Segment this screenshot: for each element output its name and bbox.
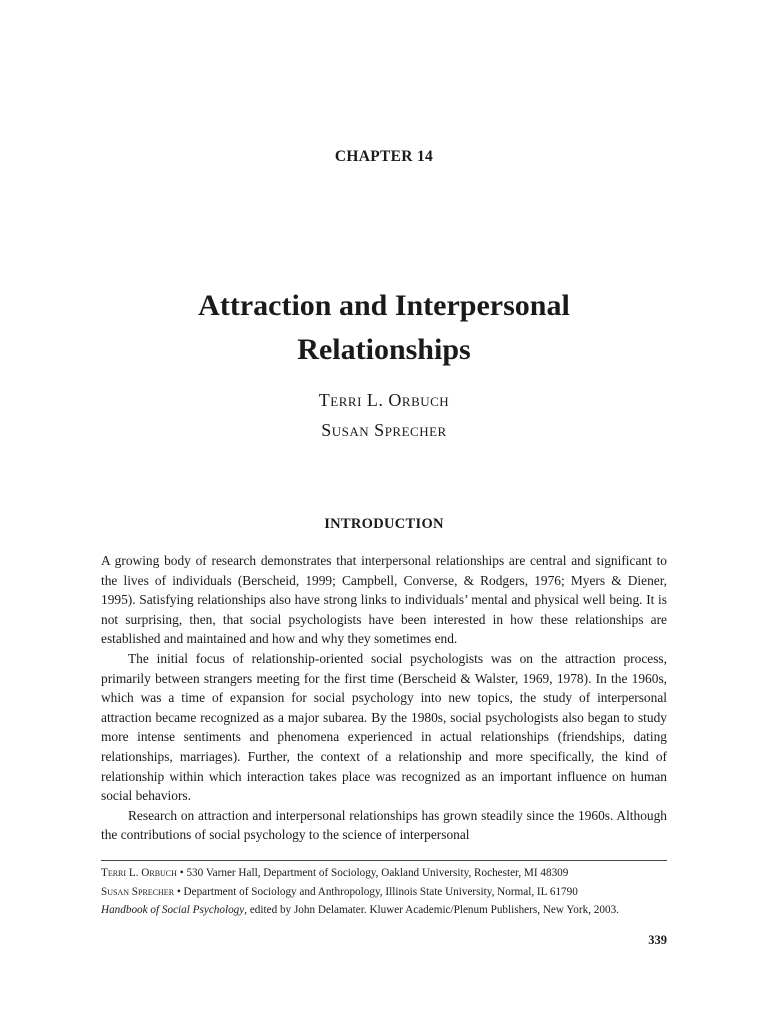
- page-number: 339: [648, 933, 667, 947]
- footnote-author-2-affiliation: • Department of Sociology and Anthropology, Illinois State University, Normal, IL 61790: [174, 885, 578, 898]
- author-2: Susan Sprecher: [321, 420, 447, 440]
- chapter-title-line-2: Relationships: [297, 333, 471, 366]
- paragraph-3: Research on attraction and interpersonal relationships has grown steadily since the 1960s. Although the contributions of social psychology to the science of interpersonal: [101, 807, 667, 843]
- footnote-author-1-name: Terri L. Orbuch: [101, 867, 177, 879]
- paragraph-2: The initial focus of relationship-oriented social psychologists was on the attraction process, primarily between strangers meeting for the first time (Berscheid & Walster, 1969, 1978). In the 1960s, which was a time of expansion for social psychology into new topics, the study of interpersonal attraction became recognized as a major subarea. By the 1980s, social psychologists also began to study more intense sentiments and phenomena experienced in actual relationships (friendships, dating relationships, marriages). Further, the context of a relationship and more specifically, the kind of relationship within which interaction takes place was recognized as an important influence on human social behaviors.: [101, 650, 667, 804]
- footnote-divider: [101, 860, 667, 861]
- footnote-citation: [101, 901, 667, 920]
- section-heading: INTRODUCTION: [324, 516, 444, 532]
- footnote-publisher: , edited by John Delamater. Kluwer Academic/Plenum Publishers, New York, 2003.: [244, 904, 619, 916]
- footnotes: [101, 864, 667, 920]
- paragraph-1: A growing body of research demonstrates that interpersonal relationships are central and significant to the lives of individuals (Berscheid, 1999; Campbell, Converse, & Rodgers, 1976; Myers & Diener, 1995). Satisfying relationships also have strong links to individuals’ mental and physical well being. It is not surprising, then, that social psychologists have been interested in how these relationships are established and maintained and how and why they sometimes end.: [101, 553, 667, 647]
- footnote-author-2-name: Susan Sprecher: [101, 885, 175, 898]
- author-1: Terri L. Orbuch: [318, 390, 450, 410]
- chapter-label: CHAPTER 14: [334, 148, 434, 165]
- footnote-author-1: [101, 864, 667, 883]
- footnote-author-2: [101, 883, 667, 902]
- footnote-author-1-affiliation: • 530 Varner Hall, Department of Sociology, Oakland University, Rochester, MI 48309: [176, 867, 569, 879]
- chapter-title-line-1: Attraction and Interpersonal: [198, 289, 570, 322]
- chapter-title: [0, 284, 768, 372]
- footnote-book-title: Handbook of Social Psychology: [101, 904, 245, 916]
- body-text: [101, 551, 667, 845]
